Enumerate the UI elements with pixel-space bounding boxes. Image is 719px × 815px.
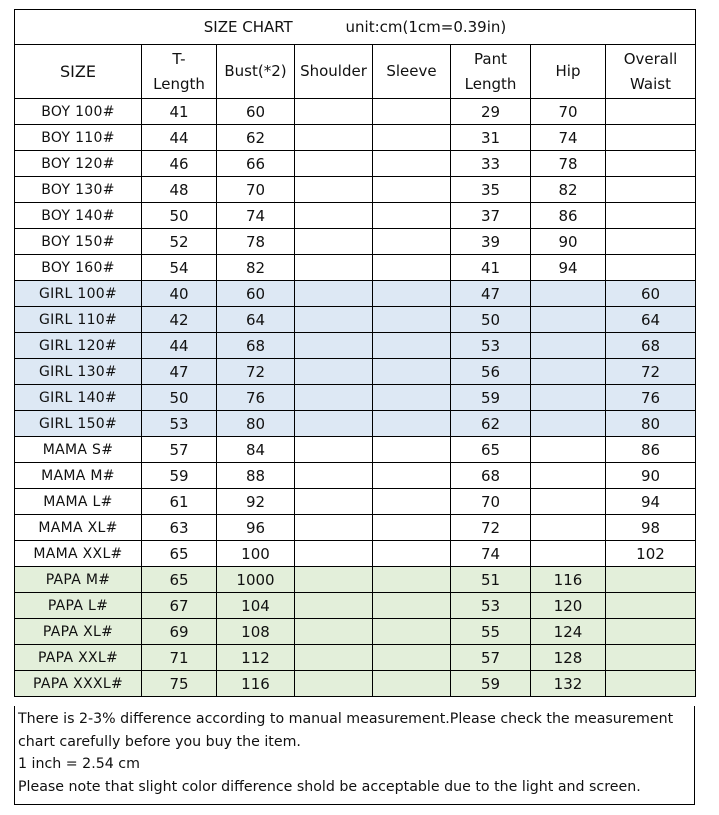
table-row — [15, 437, 696, 463]
cell-shoulder — [295, 541, 373, 567]
cell-sleeve — [373, 489, 451, 515]
cell-size: BOY 110# — [15, 125, 142, 151]
size-chart-sheet — [14, 9, 695, 697]
cell-pant-length: 65 — [451, 437, 531, 463]
cell-t-length: 75 — [142, 671, 217, 697]
cell-bust: 82 — [217, 255, 295, 281]
cell-shoulder — [295, 151, 373, 177]
cell-sleeve — [373, 307, 451, 333]
cell-pant-length: 33 — [451, 151, 531, 177]
cell-sleeve — [373, 203, 451, 229]
cell-sleeve — [373, 177, 451, 203]
cell-pant-length: 47 — [451, 281, 531, 307]
cell-t-length: 57 — [142, 437, 217, 463]
cell-pant-length: 31 — [451, 125, 531, 151]
cell-waist: 80 — [606, 411, 696, 437]
header-overall-waist-line1: Overall — [623, 49, 678, 68]
cell-sleeve — [373, 593, 451, 619]
cell-bust: 92 — [217, 489, 295, 515]
cell-shoulder — [295, 203, 373, 229]
cell-size: PAPA XXL# — [15, 645, 142, 671]
cell-pant-length: 55 — [451, 619, 531, 645]
table-row — [15, 463, 696, 489]
table-row — [15, 671, 696, 697]
cell-size: BOY 160# — [15, 255, 142, 281]
cell-t-length: 69 — [142, 619, 217, 645]
cell-bust: 70 — [217, 177, 295, 203]
header-sleeve: Sleeve — [373, 45, 451, 99]
cell-bust: 62 — [217, 125, 295, 151]
cell-sleeve — [373, 333, 451, 359]
cell-t-length: 50 — [142, 203, 217, 229]
table-row — [15, 151, 696, 177]
cell-waist — [606, 177, 696, 203]
cell-t-length: 41 — [142, 99, 217, 125]
cell-bust: 78 — [217, 229, 295, 255]
header-t-length-line1: T- — [172, 49, 186, 68]
note-line: chart carefully before you buy the item. — [18, 733, 301, 750]
cell-size: MAMA XL# — [15, 515, 142, 541]
cell-t-length: 63 — [142, 515, 217, 541]
table-row — [15, 515, 696, 541]
cell-hip — [531, 437, 606, 463]
cell-size: GIRL 120# — [15, 333, 142, 359]
cell-size: GIRL 110# — [15, 307, 142, 333]
table-row — [15, 593, 696, 619]
table-row — [15, 281, 696, 307]
header-pant-length-line1: Pant — [474, 49, 507, 68]
cell-pant-length: 53 — [451, 333, 531, 359]
cell-hip — [531, 541, 606, 567]
cell-size: GIRL 150# — [15, 411, 142, 437]
table-row — [15, 333, 696, 359]
chart-title-cell — [15, 10, 696, 45]
cell-pant-length: 39 — [451, 229, 531, 255]
size-chart-table — [14, 9, 696, 697]
cell-hip — [531, 359, 606, 385]
table-row — [15, 541, 696, 567]
cell-sleeve — [373, 125, 451, 151]
cell-t-length: 52 — [142, 229, 217, 255]
cell-waist: 90 — [606, 463, 696, 489]
cell-t-length: 65 — [142, 567, 217, 593]
cell-shoulder — [295, 281, 373, 307]
cell-bust: 96 — [217, 515, 295, 541]
header-bust: Bust(*2) — [217, 45, 295, 99]
cell-sleeve — [373, 359, 451, 385]
cell-shoulder — [295, 229, 373, 255]
cell-hip: 78 — [531, 151, 606, 177]
cell-pant-length: 35 — [451, 177, 531, 203]
cell-pant-length: 37 — [451, 203, 531, 229]
cell-sleeve — [373, 463, 451, 489]
cell-waist: 76 — [606, 385, 696, 411]
cell-sleeve — [373, 619, 451, 645]
cell-sleeve — [373, 671, 451, 697]
cell-waist — [606, 645, 696, 671]
cell-sleeve — [373, 411, 451, 437]
table-row — [15, 359, 696, 385]
cell-sleeve — [373, 567, 451, 593]
header-pant-length — [451, 45, 531, 99]
cell-hip: 90 — [531, 229, 606, 255]
cell-waist — [606, 255, 696, 281]
cell-bust: 76 — [217, 385, 295, 411]
cell-t-length: 42 — [142, 307, 217, 333]
cell-bust: 88 — [217, 463, 295, 489]
cell-shoulder — [295, 125, 373, 151]
table-row — [15, 489, 696, 515]
cell-size: GIRL 130# — [15, 359, 142, 385]
table-row — [15, 645, 696, 671]
cell-sleeve — [373, 151, 451, 177]
header-t-length — [142, 45, 217, 99]
cell-bust: 116 — [217, 671, 295, 697]
cell-pant-length: 62 — [451, 411, 531, 437]
cell-sleeve — [373, 255, 451, 281]
cell-hip: 128 — [531, 645, 606, 671]
cell-sleeve — [373, 229, 451, 255]
cell-shoulder — [295, 385, 373, 411]
table-row — [15, 203, 696, 229]
cell-hip — [531, 281, 606, 307]
table-row — [15, 177, 696, 203]
cell-bust: 80 — [217, 411, 295, 437]
table-row — [15, 619, 696, 645]
cell-bust: 64 — [217, 307, 295, 333]
cell-shoulder — [295, 307, 373, 333]
cell-hip — [531, 489, 606, 515]
cell-waist — [606, 671, 696, 697]
header-overall-waist-line2: Waist — [630, 74, 671, 93]
cell-hip: 120 — [531, 593, 606, 619]
table-row — [15, 567, 696, 593]
cell-shoulder — [295, 645, 373, 671]
cell-bust: 68 — [217, 333, 295, 359]
cell-waist: 60 — [606, 281, 696, 307]
cell-t-length: 67 — [142, 593, 217, 619]
cell-waist — [606, 229, 696, 255]
cell-size: MAMA S# — [15, 437, 142, 463]
cell-t-length: 44 — [142, 125, 217, 151]
cell-t-length: 53 — [142, 411, 217, 437]
cell-t-length: 65 — [142, 541, 217, 567]
header-shoulder: Shoulder — [295, 45, 373, 99]
cell-size: BOY 100# — [15, 99, 142, 125]
cell-shoulder — [295, 593, 373, 619]
table-row — [15, 255, 696, 281]
cell-hip: 86 — [531, 203, 606, 229]
cell-size: PAPA L# — [15, 593, 142, 619]
cell-hip: 94 — [531, 255, 606, 281]
cell-size: BOY 150# — [15, 229, 142, 255]
cell-pant-length: 74 — [451, 541, 531, 567]
cell-bust: 60 — [217, 99, 295, 125]
cell-bust: 60 — [217, 281, 295, 307]
cell-size: PAPA M# — [15, 567, 142, 593]
unit-note: unit:cm(1cm=0.39in) — [345, 18, 507, 36]
cell-hip: 74 — [531, 125, 606, 151]
cell-shoulder — [295, 437, 373, 463]
cell-size: GIRL 140# — [15, 385, 142, 411]
cell-bust: 108 — [217, 619, 295, 645]
header-row — [15, 45, 696, 99]
cell-hip: 82 — [531, 177, 606, 203]
notes-box — [14, 706, 695, 805]
cell-bust: 74 — [217, 203, 295, 229]
cell-t-length: 40 — [142, 281, 217, 307]
note-line: Please note that slight color difference shold be acceptable due to the light and screen. — [18, 778, 641, 795]
cell-shoulder — [295, 411, 373, 437]
header-pant-length-line2: Length — [464, 74, 517, 93]
cell-shoulder — [295, 333, 373, 359]
cell-pant-length: 41 — [451, 255, 531, 281]
cell-hip: 132 — [531, 671, 606, 697]
cell-waist: 68 — [606, 333, 696, 359]
cell-size: BOY 120# — [15, 151, 142, 177]
cell-shoulder — [295, 463, 373, 489]
cell-shoulder — [295, 177, 373, 203]
cell-hip — [531, 385, 606, 411]
table-row — [15, 99, 696, 125]
cell-size: BOY 130# — [15, 177, 142, 203]
cell-pant-length: 50 — [451, 307, 531, 333]
cell-size: MAMA L# — [15, 489, 142, 515]
cell-hip — [531, 411, 606, 437]
cell-pant-length: 57 — [451, 645, 531, 671]
cell-hip: 124 — [531, 619, 606, 645]
cell-waist — [606, 125, 696, 151]
cell-hip — [531, 307, 606, 333]
cell-bust: 72 — [217, 359, 295, 385]
cell-pant-length: 51 — [451, 567, 531, 593]
cell-waist: 64 — [606, 307, 696, 333]
table-row — [15, 385, 696, 411]
cell-size: BOY 140# — [15, 203, 142, 229]
cell-pant-length: 59 — [451, 385, 531, 411]
cell-waist: 72 — [606, 359, 696, 385]
cell-sleeve — [373, 437, 451, 463]
cell-bust: 100 — [217, 541, 295, 567]
cell-waist: 102 — [606, 541, 696, 567]
cell-size: PAPA XXXL# — [15, 671, 142, 697]
cell-hip: 116 — [531, 567, 606, 593]
table-row — [15, 307, 696, 333]
cell-hip — [531, 463, 606, 489]
cell-size: MAMA XXL# — [15, 541, 142, 567]
cell-pant-length: 70 — [451, 489, 531, 515]
header-size: SIZE — [15, 45, 142, 99]
cell-waist — [606, 619, 696, 645]
cell-hip — [531, 515, 606, 541]
cell-t-length: 46 — [142, 151, 217, 177]
title-row — [15, 10, 696, 45]
cell-waist — [606, 151, 696, 177]
cell-pant-length: 68 — [451, 463, 531, 489]
cell-sleeve — [373, 541, 451, 567]
cell-t-length: 44 — [142, 333, 217, 359]
cell-sleeve — [373, 281, 451, 307]
cell-pant-length: 53 — [451, 593, 531, 619]
cell-waist: 86 — [606, 437, 696, 463]
cell-shoulder — [295, 255, 373, 281]
cell-sleeve — [373, 99, 451, 125]
cell-waist — [606, 593, 696, 619]
cell-sleeve — [373, 385, 451, 411]
cell-hip: 70 — [531, 99, 606, 125]
cell-sleeve — [373, 645, 451, 671]
cell-waist — [606, 567, 696, 593]
cell-shoulder — [295, 515, 373, 541]
cell-pant-length: 29 — [451, 99, 531, 125]
header-t-length-line2: Length — [153, 74, 205, 93]
cell-t-length: 47 — [142, 359, 217, 385]
cell-waist: 98 — [606, 515, 696, 541]
cell-waist — [606, 203, 696, 229]
cell-shoulder — [295, 619, 373, 645]
cell-sleeve — [373, 515, 451, 541]
cell-bust: 84 — [217, 437, 295, 463]
cell-pant-length: 59 — [451, 671, 531, 697]
chart-title: SIZE CHART — [203, 18, 293, 36]
table-row — [15, 229, 696, 255]
cell-size: MAMA M# — [15, 463, 142, 489]
cell-pant-length: 56 — [451, 359, 531, 385]
cell-shoulder — [295, 359, 373, 385]
cell-bust: 104 — [217, 593, 295, 619]
note-line: 1 inch = 2.54 cm — [18, 756, 140, 772]
cell-waist — [606, 99, 696, 125]
table-row — [15, 411, 696, 437]
cell-t-length: 54 — [142, 255, 217, 281]
cell-hip — [531, 333, 606, 359]
cell-size: GIRL 100# — [15, 281, 142, 307]
cell-t-length: 71 — [142, 645, 217, 671]
cell-waist: 94 — [606, 489, 696, 515]
cell-shoulder — [295, 99, 373, 125]
cell-pant-length: 72 — [451, 515, 531, 541]
cell-size: PAPA XL# — [15, 619, 142, 645]
cell-shoulder — [295, 567, 373, 593]
cell-shoulder — [295, 671, 373, 697]
note-line: There is 2-3% difference according to manual measurement.Please check the measurement — [18, 711, 674, 727]
table-row — [15, 125, 696, 151]
header-overall-waist — [606, 45, 696, 99]
cell-bust: 66 — [217, 151, 295, 177]
cell-bust: 1000 — [217, 567, 295, 593]
cell-t-length: 59 — [142, 463, 217, 489]
cell-bust: 112 — [217, 645, 295, 671]
cell-t-length: 61 — [142, 489, 217, 515]
cell-shoulder — [295, 489, 373, 515]
header-hip: Hip — [531, 45, 606, 99]
cell-t-length: 48 — [142, 177, 217, 203]
cell-t-length: 50 — [142, 385, 217, 411]
